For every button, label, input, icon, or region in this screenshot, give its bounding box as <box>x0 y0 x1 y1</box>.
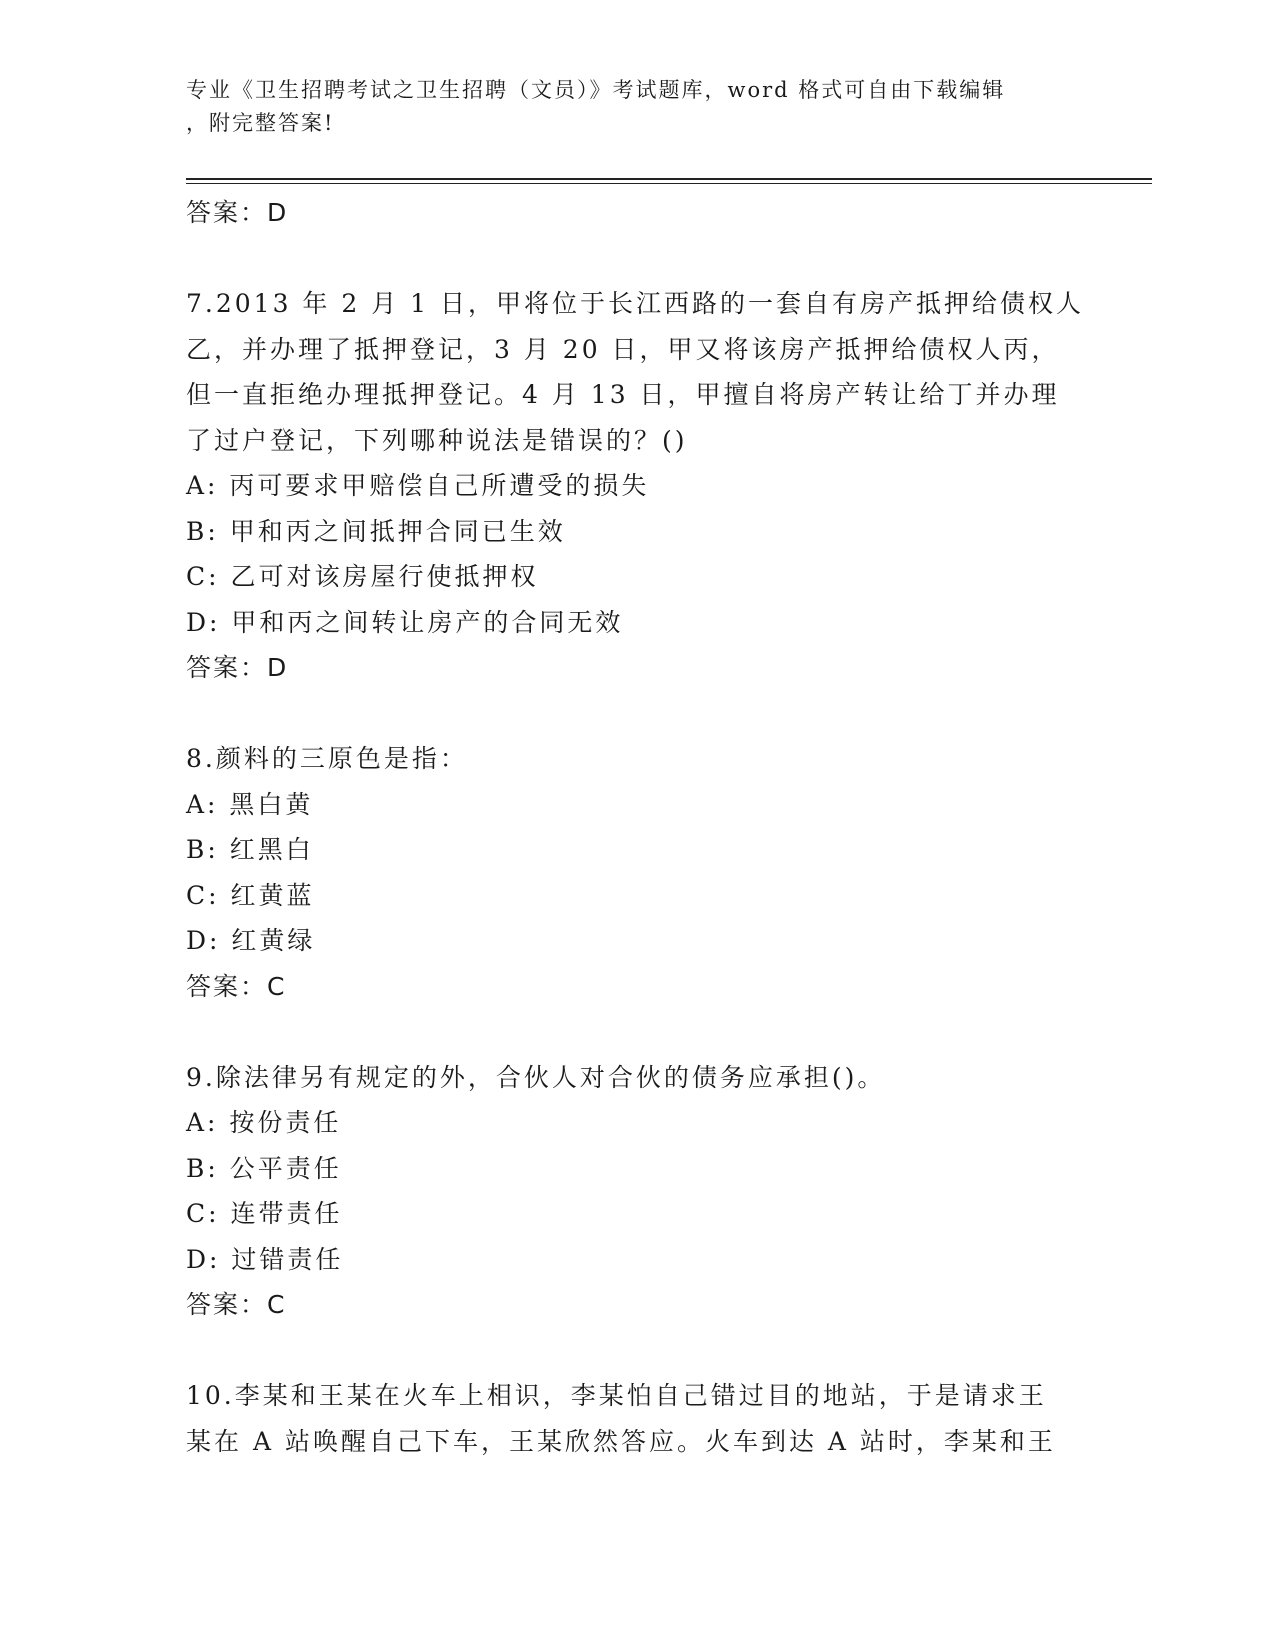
answer-line: 答案：C <box>186 971 287 1001</box>
option-d: D: 红黄绿 <box>186 926 316 955</box>
option-b: B: 公平责任 <box>186 1153 342 1183</box>
question-text-line: 但一直拒绝办理抵押登记。4 月 13 日，甲擅自将房产转让给丁并办理 <box>186 380 1060 409</box>
option-b: B: 红黑白 <box>186 835 314 864</box>
question-block <box>186 1055 1086 1328</box>
option-d: D: 甲和丙之间转让房产的合同无效 <box>186 607 624 637</box>
option-a: A: 按份责任 <box>186 1108 342 1137</box>
answer-line: 答案：D <box>186 198 289 227</box>
document-content <box>186 190 1086 1464</box>
header-rule-thin <box>186 183 1152 184</box>
question-text-line: 10.李某和王某在火车上相识，李某怕自己错过目的地站，于是请求王 <box>186 1381 1047 1410</box>
answer-line: 答案：C <box>186 1290 287 1319</box>
header-line-2: ，附完整答案! <box>186 111 335 135</box>
header-rule-thick <box>186 178 1152 180</box>
block-gap <box>186 1328 1086 1374</box>
question-text-line: 某在 A 站唤醒自己下车，王某欣然答应。火车到达 A 站时，李某和王 <box>186 1426 1056 1456</box>
question-block <box>186 281 1086 691</box>
header-line-1: 专业《卫生招聘考试之卫生招聘（文员）》考试题库，word 格式可自由下载编辑 <box>186 78 1006 102</box>
question-text-line: 了过户登记，下列哪种说法是错误的？() <box>186 425 688 455</box>
option-a: A: 黑白黄 <box>186 789 314 819</box>
question-block <box>186 190 1086 236</box>
question-block <box>186 1373 1086 1464</box>
option-d: D: 过错责任 <box>186 1244 344 1274</box>
question-text-line: 7.2013 年 2 月 1 日，甲将位于长江西路的一套自有房产抵押给债权人 <box>186 289 1085 318</box>
option-a: A: 丙可要求甲赔偿自己所遭受的损失 <box>186 471 650 500</box>
option-c: C: 连带责任 <box>186 1199 343 1228</box>
question-text-line: 乙，并办理了抵押登记，3 月 20 日，甲又将该房产抵押给债权人丙， <box>186 334 1060 364</box>
block-gap <box>186 691 1086 737</box>
question-text-line: 8.颜料的三原色是指： <box>186 744 468 773</box>
option-c: C: 红黄蓝 <box>186 880 315 910</box>
block-gap <box>186 236 1086 282</box>
answer-line: 答案：D <box>186 653 289 682</box>
option-b: B: 甲和丙之间抵押合同已生效 <box>186 516 566 546</box>
block-gap <box>186 1009 1086 1055</box>
question-block <box>186 736 1086 1009</box>
option-c: C: 乙可对该房屋行使抵押权 <box>186 562 539 591</box>
question-text-line: 9.除法律另有规定的外，合伙人对合伙的债务应承担()。 <box>186 1062 886 1092</box>
page-header <box>186 74 1066 140</box>
